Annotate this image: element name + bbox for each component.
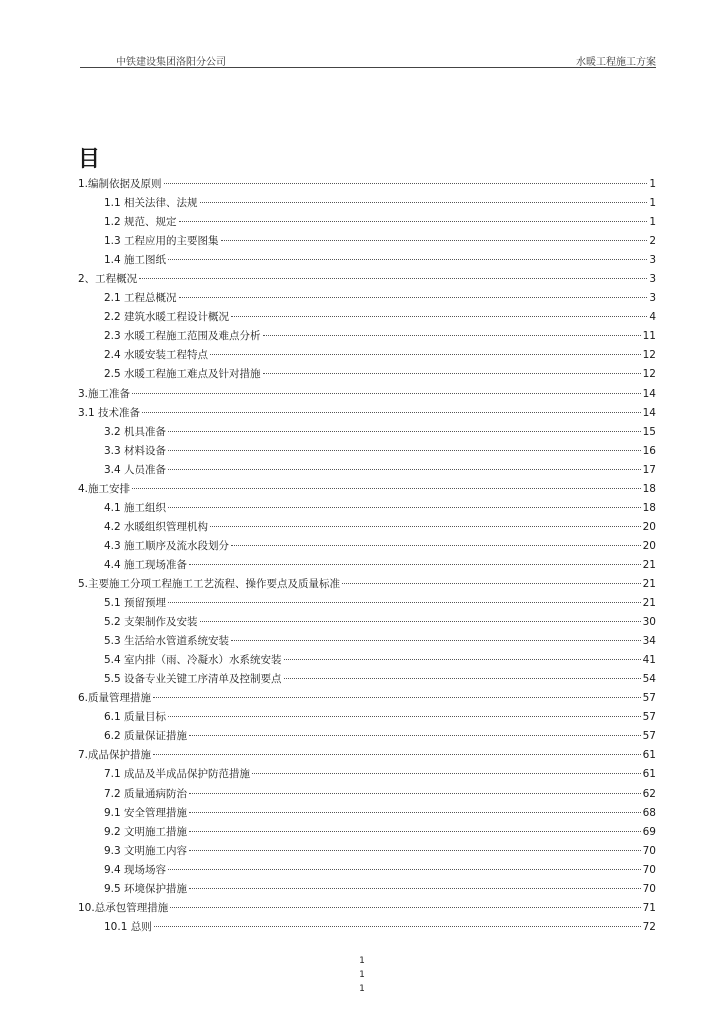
toc-entry[interactable] — [78, 385, 656, 404]
toc-entry[interactable] — [78, 861, 656, 880]
dot-leader — [153, 754, 641, 755]
footer-page-number: 1 — [359, 984, 365, 994]
dot-leader — [189, 793, 641, 794]
toc-entry-page: 62 — [642, 787, 656, 800]
dot-leader — [231, 640, 641, 641]
toc-entry-title: 9.1 安全管理措施 — [104, 806, 188, 819]
toc-entry-page: 57 — [642, 730, 656, 743]
toc-entry-title: 9.3 文明施工内容 — [104, 844, 188, 857]
toc-entry-page: 70 — [642, 863, 656, 876]
toc-entry[interactable] — [78, 594, 656, 613]
toc-entry-title: 2、工程概况 — [78, 273, 138, 286]
dot-leader — [164, 183, 648, 184]
dot-leader — [210, 354, 641, 355]
toc-entry-page: 54 — [642, 673, 656, 686]
toc-entry[interactable] — [78, 746, 656, 765]
dot-leader — [231, 545, 641, 546]
toc-entry-page: 34 — [642, 635, 656, 648]
dot-leader — [189, 812, 641, 813]
toc-entry[interactable] — [78, 289, 656, 308]
toc-entry[interactable] — [78, 423, 656, 442]
toc-entry-page: 14 — [642, 406, 656, 419]
toc-entry-title: 1.3 工程应用的主要图集 — [104, 235, 219, 248]
toc-entry-page: 70 — [642, 882, 656, 895]
toc-entry-page: 61 — [642, 768, 656, 781]
toc-entry-title: 5.主要施工分项工程施工工艺流程、操作要点及质量标准 — [78, 577, 341, 590]
toc-entry-page: 3 — [649, 254, 656, 267]
toc-entry-title: 10.1 总则 — [104, 920, 152, 933]
dot-leader — [189, 850, 641, 851]
toc-entry-title: 9.2 文明施工措施 — [104, 825, 188, 838]
toc-heading: 目 — [78, 147, 101, 172]
dot-leader — [210, 526, 641, 527]
dot-leader — [179, 221, 648, 222]
page-footer — [0, 954, 724, 996]
toc-entry-title: 7.2 质量通病防治 — [104, 787, 188, 800]
toc-entry-title: 2.2 建筑水暖工程设计概况 — [104, 311, 230, 324]
toc-entry[interactable] — [78, 442, 656, 461]
toc-entry-page: 18 — [642, 482, 656, 495]
toc-entry[interactable] — [78, 518, 656, 537]
toc-entry-page: 4 — [649, 311, 656, 324]
toc-entry[interactable] — [78, 727, 656, 746]
toc-entry-page: 20 — [642, 539, 656, 552]
dot-leader — [168, 716, 641, 717]
toc-entry-title: 1.1 相关法律、法规 — [104, 197, 198, 210]
toc-entry-title: 3.4 人员准备 — [104, 463, 167, 476]
dot-leader — [263, 373, 641, 374]
toc-entry[interactable] — [78, 270, 656, 289]
toc-entry[interactable] — [78, 670, 656, 689]
toc-entry-page: 14 — [642, 387, 656, 400]
toc-entry-page: 57 — [642, 711, 656, 724]
toc-entry-page: 69 — [642, 825, 656, 838]
toc-entry[interactable] — [78, 689, 656, 708]
toc-entry-title: 6.1 质量目标 — [104, 711, 167, 724]
dot-leader — [132, 488, 641, 489]
toc-entry[interactable] — [78, 404, 656, 423]
dot-leader — [252, 773, 641, 774]
toc-entry-title: 1.4 施工图纸 — [104, 254, 167, 267]
dot-leader — [189, 831, 641, 832]
toc-entry-page: 21 — [642, 577, 656, 590]
toc-entry[interactable] — [78, 194, 656, 213]
dot-leader — [168, 431, 641, 432]
dot-leader — [168, 450, 641, 451]
dot-leader — [189, 564, 641, 565]
footer-page-number: 1 — [359, 956, 365, 966]
dot-leader — [132, 393, 641, 394]
dot-leader — [168, 469, 641, 470]
toc-entry[interactable] — [78, 899, 656, 918]
toc-entry-page: 57 — [642, 692, 656, 705]
toc-entry-page: 3 — [649, 292, 656, 305]
toc-entry[interactable] — [78, 575, 656, 594]
toc-entry-title: 6.2 质量保证措施 — [104, 730, 188, 743]
toc-entry[interactable] — [78, 918, 656, 937]
toc-entry-title: 2.5 水暖工程施工难点及针对措施 — [104, 368, 261, 381]
toc-entry[interactable] — [78, 327, 656, 346]
toc-entry[interactable] — [78, 346, 656, 365]
toc-entry-page: 17 — [642, 463, 656, 476]
dot-leader — [168, 507, 641, 508]
toc-entry-page: 20 — [642, 520, 656, 533]
toc-entry[interactable] — [78, 365, 656, 384]
page-header — [80, 51, 656, 68]
toc-entry-page: 16 — [642, 444, 656, 457]
dot-leader — [200, 621, 641, 622]
toc-entry[interactable] — [78, 708, 656, 727]
toc-entry-page: 15 — [642, 425, 656, 438]
toc-entry-title: 5.4 室内排（雨、冷凝水）水系统安装 — [104, 654, 282, 667]
toc-entry-page: 18 — [642, 501, 656, 514]
table-of-contents — [78, 175, 656, 937]
toc-entry[interactable] — [78, 213, 656, 232]
toc-entry-page: 72 — [642, 920, 656, 933]
toc-entry-title: 3.1 技术准备 — [78, 406, 141, 419]
toc-entry[interactable] — [78, 461, 656, 480]
toc-entry-page: 1 — [649, 216, 656, 229]
dot-leader — [168, 869, 641, 870]
toc-entry-page: 61 — [642, 749, 656, 762]
toc-entry-title: 10.总承包管理措施 — [78, 901, 169, 914]
toc-entry-title: 3.施工准备 — [78, 387, 131, 400]
dot-leader — [179, 297, 648, 298]
toc-entry[interactable] — [78, 556, 656, 575]
toc-entry-page: 70 — [642, 844, 656, 857]
toc-entry[interactable] — [78, 232, 656, 251]
toc-entry[interactable] — [78, 251, 656, 270]
toc-entry-page: 21 — [642, 558, 656, 571]
footer-page-number: 1 — [359, 970, 365, 980]
dot-leader — [142, 412, 641, 413]
dot-leader — [154, 926, 641, 927]
toc-entry-title: 4.2 水暖组织管理机构 — [104, 520, 209, 533]
toc-entry-page: 1 — [649, 178, 656, 190]
toc-entry-title: 2.1 工程总概况 — [104, 292, 177, 305]
toc-entry-title: 2.4 水暖安装工程特点 — [104, 349, 209, 362]
toc-entry-title: 4.施工安排 — [78, 482, 131, 495]
toc-entry[interactable] — [78, 651, 656, 670]
toc-entry-title: 4.1 施工组织 — [104, 501, 167, 514]
toc-entry-title: 2.3 水暖工程施工范围及难点分析 — [104, 330, 261, 343]
toc-entry-title: 1.编制依据及原则 — [78, 178, 162, 190]
dot-leader — [168, 602, 641, 603]
toc-entry[interactable] — [78, 880, 656, 899]
toc-entry-page: 12 — [642, 368, 656, 381]
dot-leader — [284, 678, 641, 679]
toc-entry[interactable] — [78, 480, 656, 499]
toc-entry-title: 5.2 支架制作及安装 — [104, 616, 198, 629]
toc-entry-page: 1 — [649, 197, 656, 210]
dot-leader — [221, 240, 648, 241]
toc-entry-page: 68 — [642, 806, 656, 819]
toc-entry-page: 2 — [649, 235, 656, 248]
toc-entry[interactable] — [78, 765, 656, 784]
toc-entry-page: 41 — [642, 654, 656, 667]
toc-entry-page: 30 — [642, 616, 656, 629]
toc-entry-title: 5.3 生活给水管道系统安装 — [104, 635, 230, 648]
dot-leader — [153, 697, 641, 698]
toc-entry-title: 4.4 施工现场准备 — [104, 558, 188, 571]
header-company: 中铁建设集团洛阳分公司 — [116, 57, 226, 68]
dot-leader — [342, 583, 641, 584]
toc-entry-page: 11 — [642, 330, 656, 343]
toc-entry-title: 4.3 施工顺序及流水段划分 — [104, 539, 230, 552]
toc-entry-title: 9.5 环境保护措施 — [104, 882, 188, 895]
toc-entry[interactable] — [78, 632, 656, 651]
toc-entry-title: 9.4 现场场容 — [104, 863, 167, 876]
toc-entry[interactable] — [78, 785, 656, 804]
dot-leader — [170, 907, 640, 908]
toc-entry-title: 6.质量管理措施 — [78, 692, 152, 705]
toc-entry-page: 3 — [649, 273, 656, 286]
toc-entry-title: 5.1 预留预埋 — [104, 597, 167, 610]
toc-entry[interactable] — [78, 823, 656, 842]
dot-leader — [168, 259, 647, 260]
dot-leader — [263, 335, 641, 336]
dot-leader — [139, 278, 647, 279]
header-document-title: 水暖工程施工方案 — [576, 57, 656, 68]
toc-entry-title: 3.3 材料设备 — [104, 444, 167, 457]
dot-leader — [189, 888, 641, 889]
toc-entry-title: 1.2 规范、规定 — [104, 216, 177, 229]
toc-entry[interactable] — [78, 842, 656, 861]
dot-leader — [231, 316, 647, 317]
toc-entry-title: 7.1 成品及半成品保护防范措施 — [104, 768, 251, 781]
toc-entry-title: 5.5 设备专业关键工序清单及控制要点 — [104, 673, 282, 686]
dot-leader — [200, 202, 648, 203]
dot-leader — [189, 735, 641, 736]
toc-entry[interactable] — [78, 613, 656, 632]
toc-entry[interactable] — [78, 499, 656, 518]
toc-entry-page: 71 — [642, 901, 656, 914]
dot-leader — [284, 659, 641, 660]
toc-entry[interactable] — [78, 175, 656, 194]
toc-entry-page: 21 — [642, 597, 656, 610]
toc-entry[interactable] — [78, 537, 656, 556]
toc-entry-title: 3.2 机具准备 — [104, 425, 167, 438]
toc-entry[interactable] — [78, 308, 656, 327]
toc-entry-title: 7.成品保护措施 — [78, 749, 152, 762]
toc-entry[interactable] — [78, 804, 656, 823]
toc-entry-page: 12 — [642, 349, 656, 362]
